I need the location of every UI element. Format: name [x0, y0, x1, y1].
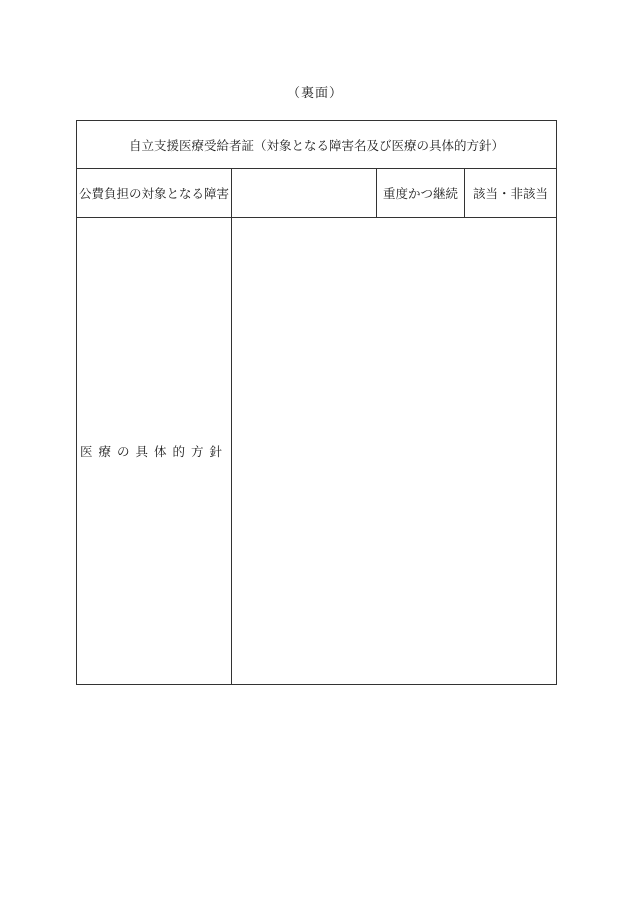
- certificate-form-table: [76, 120, 557, 685]
- disability-row: [77, 169, 556, 218]
- page-label: （裏面）: [286, 86, 343, 101]
- severe-continuous-label: 重度かつ継続: [377, 169, 465, 217]
- severe-continuous-value[interactable]: 該当・非該当: [472, 186, 548, 201]
- form-title: 自立支援医療受給者証（対象となる障害名及び医療の具体的方針）: [77, 121, 556, 169]
- disability-label: 公費負担の対象となる障害: [77, 169, 232, 217]
- medical-policy-field[interactable]: [232, 218, 556, 684]
- disability-value-field[interactable]: [232, 169, 377, 217]
- medical-policy-label: 医療の具体的方針: [77, 218, 232, 684]
- medical-policy-row: [77, 218, 556, 684]
